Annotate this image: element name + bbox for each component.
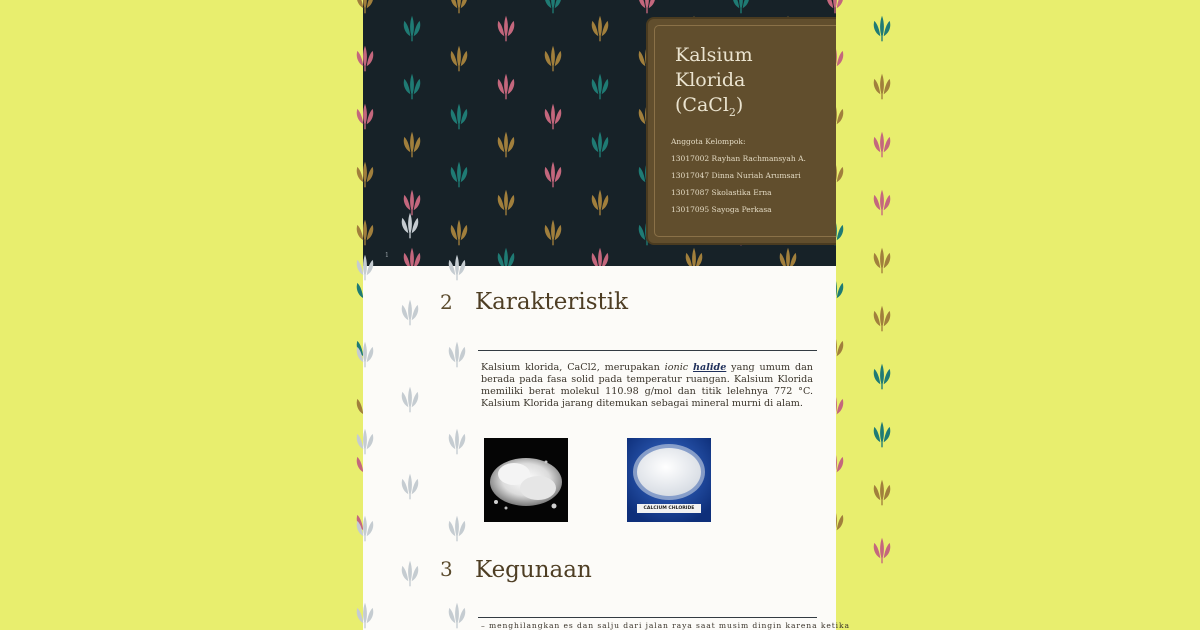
- section-divider: [478, 350, 817, 351]
- leaf-icon: [357, 162, 374, 188]
- leaf-icon: [357, 0, 374, 13]
- leaf-icon: [874, 74, 891, 100]
- leaf-icon: [449, 429, 466, 455]
- leaf-icon: [498, 74, 515, 100]
- title-card: [646, 17, 836, 245]
- page-number: 1: [385, 252, 389, 259]
- characteristics-paragraph: Kalsium klorida, CaCl2, merupakan ionic halide yang umum dan berada pada fasa solid pada temperatur ruangan. Kalsium Klorida memiliki berat molekul 110.98 g/mol dan titik lelehnya 772 °C. Kalsium Klorida jarang ditemukan sebagai mineral murni di alam.: [481, 362, 813, 409]
- leaf-icon: [357, 603, 374, 629]
- leaf-icon: [592, 190, 609, 216]
- section-number: 3: [440, 557, 453, 581]
- member-item: 13017002 Rayhan Rachmansyah A.: [671, 154, 806, 163]
- leaf-icon: [451, 0, 468, 13]
- member-item: 13017047 Dinna Nuriah Arumsari: [671, 171, 801, 180]
- leaf-icon: [874, 306, 891, 332]
- leaf-icon: [827, 0, 844, 13]
- leaf-icon: [592, 16, 609, 42]
- leaf-icon: [874, 190, 891, 216]
- leaf-icon: [545, 46, 562, 72]
- usage-bullet-item: – menghilangkan es dan salju dari jalan raya saat musim dingin karena ketika: [481, 621, 850, 630]
- halide-link[interactable]: halide: [693, 362, 727, 373]
- calcium-chloride-photo-1: [484, 438, 568, 522]
- document-viewer[interactable]: [363, 0, 850, 630]
- section-title-kegunaan: Kegunaan: [475, 557, 592, 583]
- leaf-icon: [357, 46, 374, 72]
- leaf-icon: [451, 162, 468, 188]
- leaf-icon: [733, 0, 750, 13]
- leaf-icon: [402, 474, 419, 500]
- leaf-icon: [404, 74, 421, 100]
- leaf-icon: [874, 480, 891, 506]
- leaf-icon: [592, 74, 609, 100]
- leaf-icon: [449, 516, 466, 542]
- section-divider: [478, 617, 817, 618]
- section-number: 2: [440, 290, 453, 314]
- leaf-icon: [402, 387, 419, 413]
- leaf-icon: [451, 220, 468, 246]
- leaf-icon: [545, 162, 562, 188]
- leaf-icon: [357, 429, 374, 455]
- slide-1: [363, 0, 836, 266]
- leaf-icon: [449, 603, 466, 629]
- leaf-pattern-column: [363, 266, 473, 630]
- leaf-icon: [592, 132, 609, 158]
- calcium-chloride-label: CALCIUM CHLORIDE: [637, 504, 701, 513]
- leaf-icon: [874, 538, 891, 564]
- leaf-icon: [357, 104, 374, 130]
- members-heading: Anggota Kelompok:: [671, 137, 746, 146]
- leaf-icon: [874, 248, 891, 273]
- leaf-icon: [545, 220, 562, 246]
- leaf-icon: [404, 132, 421, 158]
- leaf-icon: [449, 342, 466, 368]
- calcium-chloride-photo-2: [627, 438, 711, 522]
- leaf-icon: [404, 190, 421, 216]
- leaf-icon: [498, 132, 515, 158]
- leaf-icon: [545, 104, 562, 130]
- leaf-icon: [402, 561, 419, 587]
- member-item: 13017095 Sayoga Perkasa: [671, 205, 772, 214]
- leaf-icon: [874, 422, 891, 448]
- leaf-icon: [451, 46, 468, 72]
- member-item: 13017087 Skolastika Erna: [671, 188, 772, 197]
- leaf-icon: [402, 300, 419, 326]
- leaf-icon: [639, 0, 656, 13]
- section-title-karakteristik: Karakteristik: [475, 289, 629, 315]
- leaf-icon: [498, 16, 515, 42]
- leaf-icon: [404, 16, 421, 42]
- white-powder-pile-image: [484, 438, 568, 522]
- slide-title: Kalsium Klorida (CaCl$_2$): [675, 44, 753, 119]
- leaf-icon: [545, 0, 562, 13]
- leaf-icon: [874, 364, 891, 390]
- leaf-icon: [451, 104, 468, 130]
- leaf-icon: [498, 190, 515, 216]
- leaf-icon: [874, 16, 891, 42]
- leaf-icon: [874, 132, 891, 158]
- leaf-icon: [357, 220, 374, 246]
- slide-2: [363, 266, 850, 630]
